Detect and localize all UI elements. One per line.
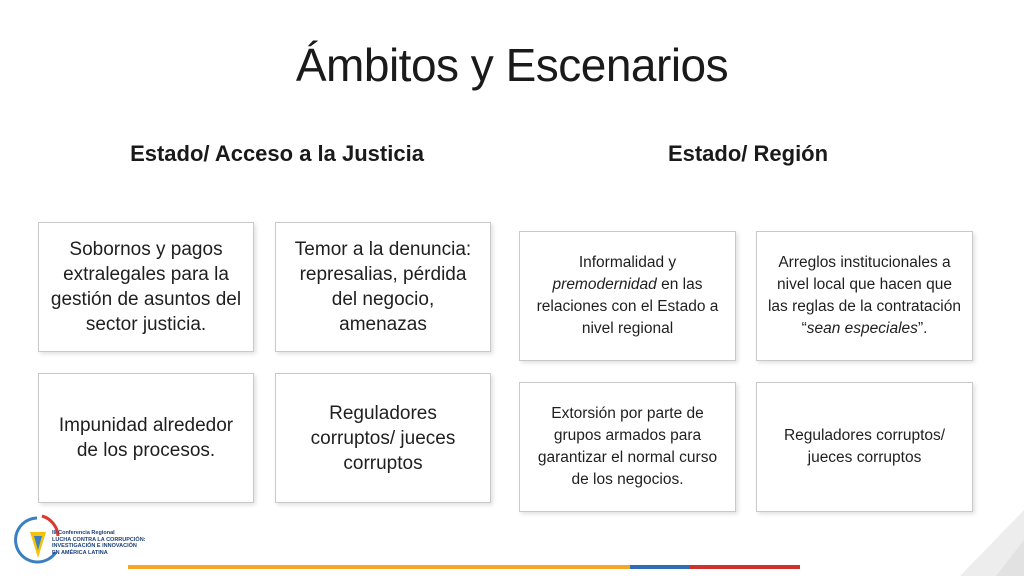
- box-text: Impunidad alrededor de los procesos.: [58, 415, 234, 461]
- bottom-bar-blue: [630, 565, 690, 569]
- box-impunidad: [38, 373, 254, 503]
- box-arreglos-institucionales: [756, 231, 973, 361]
- conference-logo-icon: [12, 512, 62, 572]
- box-temor-denuncia: [275, 222, 491, 352]
- box-text: Reguladores corruptos/ jueces corruptos: [310, 402, 456, 474]
- box-text: Informalidad y premodernidad en las relaciones con el Estado a nivel regional: [536, 254, 719, 337]
- conference-logo-text: [52, 530, 146, 556]
- column-heading-justicia: Estado/ Acceso a la Justicia: [130, 141, 424, 166]
- box-text: Reguladores corruptos/ jueces corruptos: [783, 427, 946, 466]
- box-informalidad: [519, 231, 736, 361]
- box-text: Sobornos y pagos extralegales para la gestión de asuntos del sector justicia.: [50, 239, 242, 335]
- box-reguladores-region: [756, 382, 973, 512]
- logo-line: EN AMÉRICA LATINA: [52, 549, 108, 556]
- box-reguladores-justicia: [275, 373, 491, 503]
- logo-line: LUCHA CONTRA LA CORRUPCIÓN:: [52, 536, 146, 543]
- column-heading-region: Estado/ Región: [667, 141, 829, 166]
- bottom-bar-orange: [128, 565, 630, 569]
- bottom-bar-red: [690, 565, 800, 569]
- logo-line: INVESTIGACIÓN E INNOVACIÓN: [52, 543, 137, 549]
- box-text: Temor a la denuncia: represalias, pérdida del negocio, amenazas: [294, 239, 472, 335]
- box-sobornos: [38, 222, 254, 352]
- logo-line: III Conferencia Regional: [52, 530, 115, 536]
- box-extorsion: [519, 382, 736, 512]
- box-text: Extorsión por parte de grupos armados para garantizar el normal curso de los negocios.: [537, 405, 718, 488]
- slide-title: Ámbitos y Escenarios: [295, 39, 729, 91]
- box-text: Arreglos institucionales a nivel local que hacen que las reglas de la contratación “sean especiales”.: [767, 254, 961, 337]
